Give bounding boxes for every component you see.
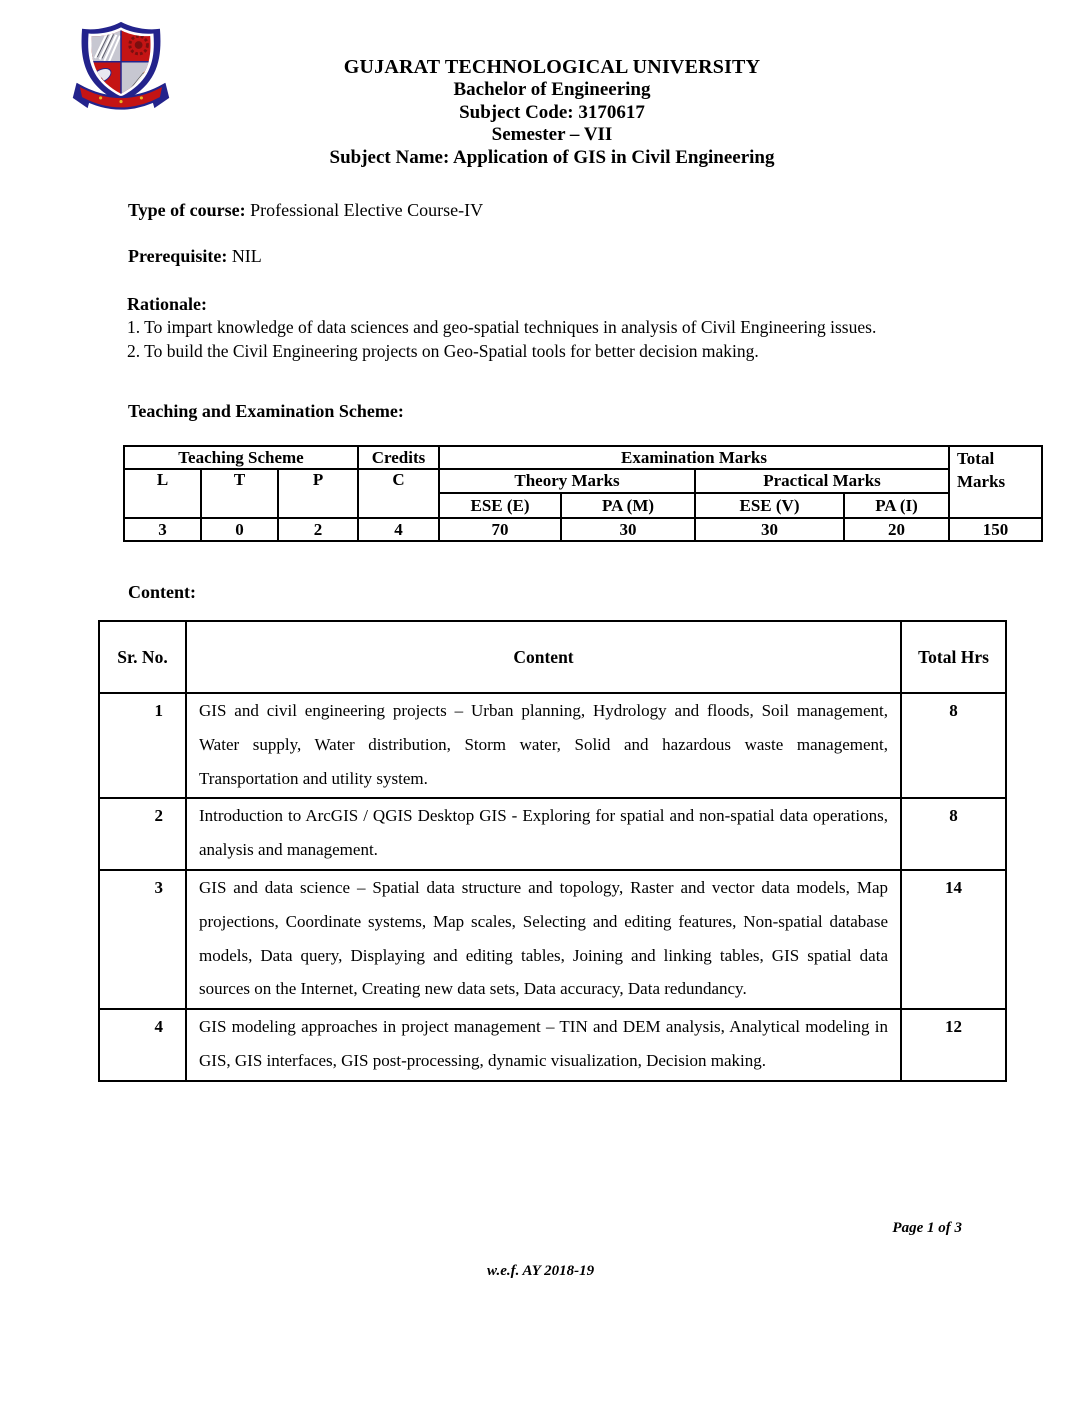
sub-header-ese-e: ESE (E) xyxy=(439,493,561,518)
content-table xyxy=(98,620,1007,1082)
type-of-course-line xyxy=(128,200,483,221)
sub-header-pa-i: PA (I) xyxy=(844,493,949,518)
scheme-value-t: 0 xyxy=(201,518,278,541)
scheme-value-pa-m: 30 xyxy=(561,518,695,541)
total-marks-header: Total Marks xyxy=(949,446,1042,518)
theory-marks-header: Theory Marks xyxy=(439,469,695,493)
scheme-value-ese-e: 70 xyxy=(439,518,561,541)
degree-name: Bachelor of Engineering xyxy=(453,79,651,100)
type-of-course-label: Type of course: xyxy=(128,200,246,220)
prerequisite-line xyxy=(128,246,262,267)
teaching-examination-scheme-table xyxy=(123,445,1043,542)
table-row xyxy=(99,693,1006,798)
row-total-hrs: 12 xyxy=(901,1009,1006,1081)
row-sr-no: 3 xyxy=(99,870,186,1009)
document-header xyxy=(8,56,1088,169)
page-number: Page 1 of 3 xyxy=(892,1220,962,1236)
table-row xyxy=(99,798,1006,870)
prerequisite-label: Prerequisite: xyxy=(128,246,228,266)
scheme-value-l: 3 xyxy=(124,518,201,541)
row-total-hrs: 14 xyxy=(901,870,1006,1009)
examination-marks-header: Examination Marks xyxy=(439,446,949,469)
scheme-value-p: 2 xyxy=(278,518,358,541)
row-total-hrs: 8 xyxy=(901,798,1006,870)
practical-marks-header: Practical Marks xyxy=(695,469,949,493)
row-sr-no: 1 xyxy=(99,693,186,798)
subject-code: Subject Code: 3170617 xyxy=(459,101,645,123)
row-content-text: GIS and data science – Spatial data structure and topology, Raster and vector data models, Map projections, Coordinate systems, Map scales, Selecting and editing features, Non-spatial database models, Data query, Displaying and editing tables, Joining and linking tables, GIS spatial data sources on the Internet, Creating new data sets, Data accuracy, Data redundancy. xyxy=(186,870,901,1009)
col-header-l: L xyxy=(124,469,201,518)
type-of-course-value: Professional Elective Course-IV xyxy=(250,200,484,220)
sub-header-pa-m: PA (M) xyxy=(561,493,695,518)
row-content-text: Introduction to ArcGIS / QGIS Desktop GIS - Exploring for spatial and non-spatial data operations, analysis and management. xyxy=(186,798,901,870)
row-sr-no: 4 xyxy=(99,1009,186,1081)
scheme-value-pa-i: 20 xyxy=(844,518,949,541)
col-header-t: T xyxy=(201,469,278,518)
row-content-text: GIS and civil engineering projects – Urban planning, Hydrology and floods, Soil management, Water supply, Water distribution, Storm water, Solid and hazardous waste management, Transportation and utility system. xyxy=(186,693,901,798)
scheme-value-c: 4 xyxy=(358,518,439,541)
effective-date: w.e.f. AY 2018-19 xyxy=(487,1263,595,1279)
row-total-hrs: 8 xyxy=(901,693,1006,798)
col-header-p: P xyxy=(278,469,358,518)
content-table-header-sr: Sr. No. xyxy=(99,621,186,693)
table-row xyxy=(99,870,1006,1009)
sub-header-ese-v: ESE (V) xyxy=(695,493,844,518)
scheme-value-ese-v: 30 xyxy=(695,518,844,541)
col-header-c: C xyxy=(358,469,439,518)
rationale-item: 1. To impart knowledge of data sciences and geo-spatial techniques in analysis of Civil Engineering issues. xyxy=(127,317,877,337)
rationale-section xyxy=(127,292,1007,363)
semester: Semester – VII xyxy=(491,124,613,145)
rationale-item: 2. To build the Civil Engineering projects on Geo-Spatial tools for better decision making. xyxy=(127,340,759,361)
university-name: GUJARAT TECHNOLOGICAL UNIVERSITY xyxy=(343,56,761,78)
table-row xyxy=(99,1009,1006,1081)
prerequisite-value: NIL xyxy=(231,246,262,266)
scheme-heading: Teaching and Examination Scheme: xyxy=(128,401,404,421)
credits-header: Credits xyxy=(358,446,439,469)
row-content-text: GIS modeling approaches in project management – TIN and DEM analysis, Analytical modeling in GIS, GIS interfaces, GIS post-processing, dynamic visualization, Decision making. xyxy=(186,1009,901,1081)
row-sr-no: 2 xyxy=(99,798,186,870)
content-heading: Content: xyxy=(128,582,196,602)
rationale-label: Rationale: xyxy=(127,294,207,314)
teaching-scheme-header: Teaching Scheme xyxy=(124,446,358,469)
scheme-value-total: 150 xyxy=(949,518,1042,541)
subject-name: Subject Name: Application of GIS in Civil Engineering xyxy=(329,146,775,168)
content-table-header-hours: Total Hrs xyxy=(901,621,1006,693)
content-table-header-content: Content xyxy=(186,621,901,693)
